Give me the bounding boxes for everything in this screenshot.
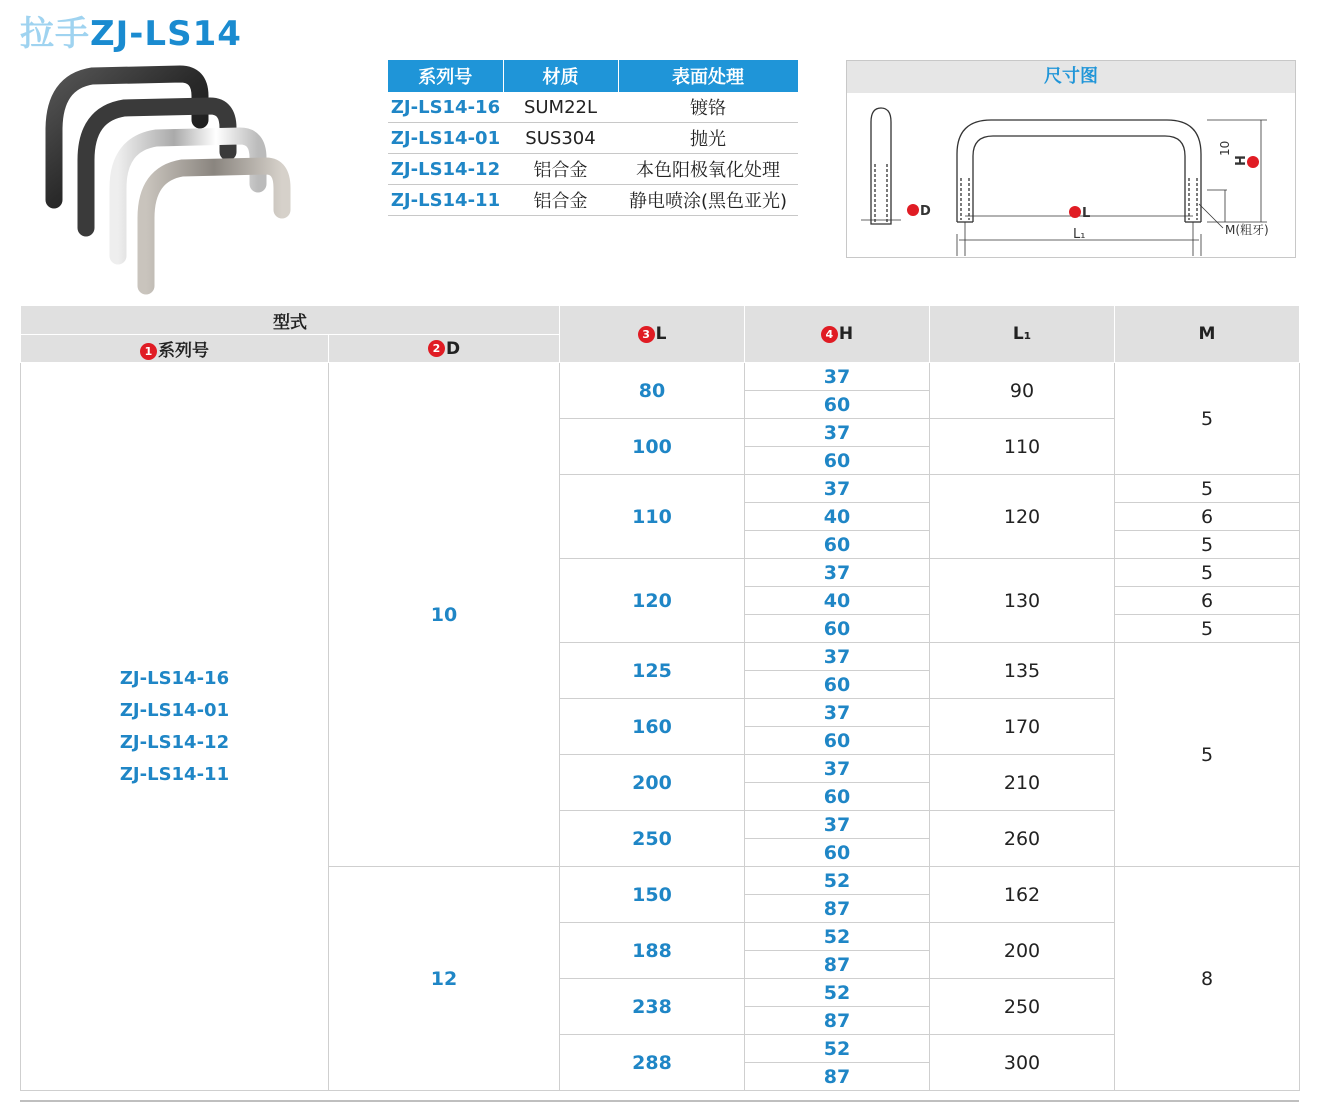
series-models-cell	[21, 363, 329, 1091]
header-type: 型式	[21, 306, 560, 335]
diagram-label-h: H	[1234, 155, 1249, 166]
series-model: ZJ-LS14-11	[119, 763, 230, 785]
h-cell: 60	[745, 615, 930, 643]
series-model: ZJ-LS14-12	[119, 731, 230, 753]
number-badge: 4	[821, 326, 838, 343]
spec-finish: 镀铬	[618, 92, 798, 123]
header-h: 4 H	[745, 306, 930, 363]
h-cell: 37	[745, 363, 930, 391]
d-cell: 12	[329, 867, 560, 1091]
m-cell: 8	[1115, 867, 1300, 1091]
h-cell: 87	[745, 1063, 930, 1091]
l1-cell: 120	[930, 475, 1115, 559]
h-cell: 40	[745, 503, 930, 531]
diagram-label-l1: L₁	[1073, 227, 1086, 242]
spec-model: ZJ-LS14-11	[388, 185, 503, 216]
header-d: 2 D	[329, 335, 560, 363]
h-cell: 37	[745, 699, 930, 727]
m-cell: 5	[1115, 643, 1300, 867]
h-cell: 37	[745, 419, 930, 447]
l-cell: 150	[560, 867, 745, 923]
h-cell: 87	[745, 895, 930, 923]
l-cell: 125	[560, 643, 745, 699]
l1-cell: 200	[930, 923, 1115, 979]
l1-cell: 260	[930, 811, 1115, 867]
number-badge: 3	[638, 326, 655, 343]
h-cell: 52	[745, 1035, 930, 1063]
series-model: ZJ-LS14-16	[119, 667, 230, 689]
l1-cell: 162	[930, 867, 1115, 923]
m-cell: 6	[1115, 503, 1300, 531]
spec-header-material: 材质	[503, 60, 618, 92]
l1-cell: 130	[930, 559, 1115, 643]
m-cell: 5	[1115, 615, 1300, 643]
title-code: ZJ-LS14	[90, 14, 242, 54]
table-row	[21, 363, 1300, 391]
h-cell: 37	[745, 811, 930, 839]
l1-cell: 90	[930, 363, 1115, 419]
d-cell: 10	[329, 363, 560, 867]
spec-header-series: 系列号	[388, 60, 503, 92]
h-cell: 87	[745, 951, 930, 979]
h-cell: 60	[745, 531, 930, 559]
h-cell: 60	[745, 727, 930, 755]
spec-row	[388, 123, 798, 154]
l1-cell: 210	[930, 755, 1115, 811]
l-cell: 80	[560, 363, 745, 419]
l1-cell: 300	[930, 1035, 1115, 1091]
number-badge: 2	[428, 340, 445, 357]
spec-model: ZJ-LS14-12	[388, 154, 503, 185]
spec-table	[388, 60, 799, 216]
marker-dot	[907, 204, 919, 216]
h-cell: 37	[745, 643, 930, 671]
l-cell: 160	[560, 699, 745, 755]
m-cell: 5	[1115, 363, 1300, 475]
h-cell: 60	[745, 447, 930, 475]
header-l1: L₁	[930, 306, 1115, 363]
m-cell: 6	[1115, 587, 1300, 615]
header-l: 3 L	[560, 306, 745, 363]
l-cell: 288	[560, 1035, 745, 1091]
m-cell: 5	[1115, 475, 1300, 503]
page-title	[20, 6, 242, 55]
spec-finish: 本色阳极氧化处理	[618, 154, 798, 185]
l-cell: 100	[560, 419, 745, 475]
h-cell: 37	[745, 755, 930, 783]
h-cell: 37	[745, 475, 930, 503]
l-cell: 188	[560, 923, 745, 979]
spec-header-finish: 表面处理	[618, 60, 798, 92]
spec-material: SUM22L	[503, 92, 618, 123]
m-cell: 5	[1115, 531, 1300, 559]
h-cell: 52	[745, 979, 930, 1007]
diagram-label-ten: 10	[1218, 140, 1232, 156]
dimension-table	[20, 305, 1300, 1091]
diagram-title: 尺寸图	[847, 61, 1295, 93]
h-cell: 60	[745, 391, 930, 419]
h-cell: 52	[745, 923, 930, 951]
h-cell: 87	[745, 1007, 930, 1035]
diagram-label-m: M(粗牙)	[1225, 223, 1269, 237]
l-cell: 200	[560, 755, 745, 811]
marker-dot	[1069, 206, 1081, 218]
h-cell: 40	[745, 587, 930, 615]
header-series: 1 系列号	[21, 335, 329, 363]
number-badge: 1	[140, 343, 157, 360]
spec-finish: 抛光	[618, 123, 798, 154]
diagram-drawing	[847, 94, 1295, 256]
spec-row	[388, 185, 798, 216]
spec-row	[388, 92, 798, 123]
h-cell: 60	[745, 783, 930, 811]
l1-cell: 250	[930, 979, 1115, 1035]
h-cell: 60	[745, 839, 930, 867]
spec-material: 铝合金	[503, 154, 618, 185]
l-cell: 110	[560, 475, 745, 559]
spec-model: ZJ-LS14-01	[388, 123, 503, 154]
l1-cell: 135	[930, 643, 1115, 699]
spec-material: SUS304	[503, 123, 618, 154]
h-cell: 37	[745, 559, 930, 587]
h-cell: 60	[745, 671, 930, 699]
m-cell: 5	[1115, 559, 1300, 587]
spec-finish: 静电喷涂(黑色亚光)	[618, 185, 798, 216]
l1-cell: 170	[930, 699, 1115, 755]
dimension-diagram	[846, 60, 1296, 258]
l-cell: 250	[560, 811, 745, 867]
l-cell: 238	[560, 979, 745, 1035]
series-model: ZJ-LS14-01	[119, 699, 230, 721]
title-chinese: 拉手	[20, 14, 90, 54]
spec-material: 铝合金	[503, 185, 618, 216]
h-cell: 52	[745, 867, 930, 895]
spec-row	[388, 154, 798, 185]
bottom-divider	[20, 1100, 1299, 1102]
diagram-label-d: D	[920, 204, 931, 219]
l1-cell: 110	[930, 419, 1115, 475]
header-m: M	[1115, 306, 1300, 363]
l-cell: 120	[560, 559, 745, 643]
product-handles-image	[30, 60, 330, 300]
spec-model: ZJ-LS14-16	[388, 92, 503, 123]
diagram-label-l: L	[1082, 206, 1091, 221]
